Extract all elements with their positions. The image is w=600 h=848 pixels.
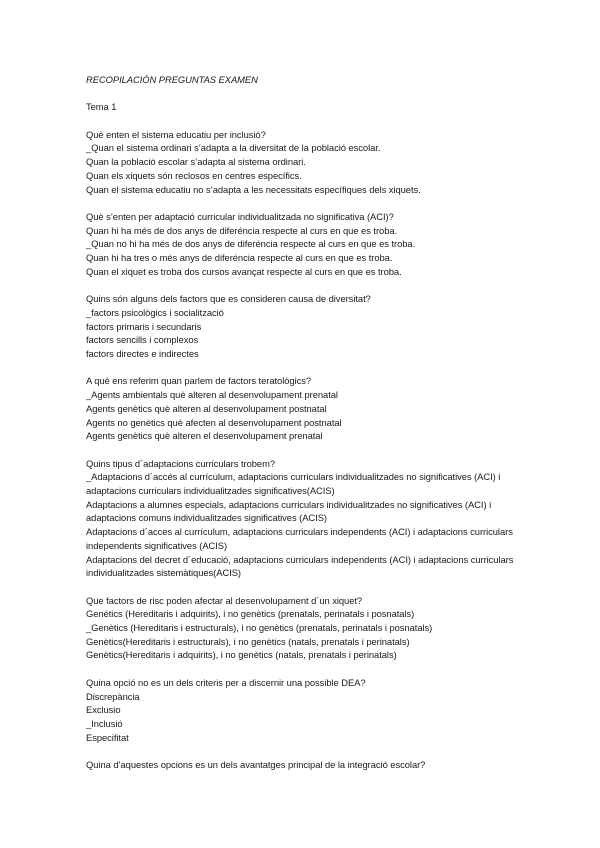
question-list (86, 128, 526, 772)
question-block (86, 457, 526, 580)
question-block (86, 676, 526, 745)
answer-option: Exclusio (86, 704, 121, 716)
section-heading: Tema 1 (86, 101, 117, 113)
question-text: Quina opció no es un dels criteris per a discernir una possible DEA? (86, 676, 366, 688)
answer-option: _Agents ambientals què alteren al desenvolupament prenatal (86, 389, 338, 401)
answer-option: Agents genètics què alteren al desenvolupament postnatal (86, 402, 327, 414)
answer-option: Quan el sistema educatiu no s’adapta a les necessitats específiques dels xiquets. (86, 183, 421, 195)
answer-option: Agents genètics què alteren el desenvolupament prenatal (86, 430, 323, 442)
answer-option: _Quan el sistema ordinari s’adapta a la diversitat de la població escolar. (86, 142, 381, 154)
answer-option: _Quan no hi ha més de dos anys de diferéncia respecte al curs en que es troba. (86, 238, 416, 250)
answer-option: Quan el xiquet es troba dos cursos avançat respecte al curs en que es troba. (86, 265, 402, 277)
question-block (86, 128, 526, 197)
question-text: Què s’enten per adaptació curricular individualitzada no significativa (ACI)? (86, 210, 394, 222)
question-text: Que factors de risc poden afectar al desenvolupament d´un xiquet? (86, 594, 363, 606)
answer-option: _factors psicològics i socialització (86, 306, 224, 318)
answer-option: Adaptacions del decret d´educació, adaptacions curriculars independents (ACI) i adaptacions curriculars individualitzades sistemàtiques(ACIS) (86, 553, 514, 579)
answer-option: _Adaptacions d´accés al currículum, adaptacions curriculars individualitzades no significatives (ACI) i adaptacions curriculars individualitzades significatives(ACIS) (86, 471, 501, 496)
answer-option: Discrepància (86, 690, 140, 702)
answer-option: Agents no genètics què afecten al desenvolupament postnatal (86, 416, 342, 428)
answer-option: Genètics(Hereditaris i estructurals), i no genètics (natals, prenatals i perinatals) (86, 635, 410, 647)
answer-option: factors sencills i complexos (86, 334, 199, 346)
document-content (86, 73, 526, 772)
question-block (86, 210, 526, 279)
answer-option: Quan els xiquets són reclosos en centres específics. (86, 169, 302, 181)
question-block (86, 594, 526, 663)
answer-option: Quan hi ha més de dos anys de diferéncia respecte al curs en que es troba. (86, 224, 398, 236)
question-text: Quins tipus d´adaptacions curriculars trobem? (86, 457, 275, 469)
question-block (86, 758, 526, 772)
document-title: RECOPILACIÓN PREGUNTAS EXAMEN (86, 74, 258, 85)
question-text: Quina d’aquestes opcions es un dels avantatges principal de la integració escolar? (86, 759, 426, 771)
answer-option: Genètics (Hereditaris i adquirits), i no genètics (prenatals, perinatals i posnatals) (86, 608, 415, 620)
answer-option: Adaptacions a alumnes especials, adaptacions curriculars individualitzades no significatives (ACI) i adaptacions comuns individualitzades significatives (ACIS) (86, 498, 492, 524)
answer-option: Quan hi ha tres o més anys de diferéncia respecte al curs en que es troba. (86, 252, 393, 264)
answer-option: factors directes e indirectes (86, 348, 199, 359)
question-block (86, 374, 526, 443)
answer-option: Adaptacions d´acces al currículum, adaptacions curriculars independents (ACI) i adaptacions curriculars independents significatives (ACIS) (86, 526, 513, 551)
answer-option: _Inclusió (86, 717, 123, 729)
question-text: A què ens referim quan parlem de factors teratològics? (86, 375, 312, 387)
answer-option: factors primaris i secundaris (86, 320, 202, 332)
question-text: Què enten el sistema educatiu per inclusió? (86, 128, 266, 140)
answer-option: Quan la població escolar s’adapta al sistema ordinari. (86, 156, 306, 168)
question-block (86, 292, 526, 361)
answer-option: Genètics(Hereditaris i adquirits), i no genètics (natals, prenatals i perinatals) (86, 649, 397, 661)
question-text: Quins són alguns dels factors que es consideren causa de diversitat? (86, 293, 371, 305)
answer-option: Especifitat (86, 731, 129, 743)
answer-option: _Genètics (Hereditaris i estructurals), i no genètics (prenatals, perinatals i posnatals) (86, 622, 433, 634)
